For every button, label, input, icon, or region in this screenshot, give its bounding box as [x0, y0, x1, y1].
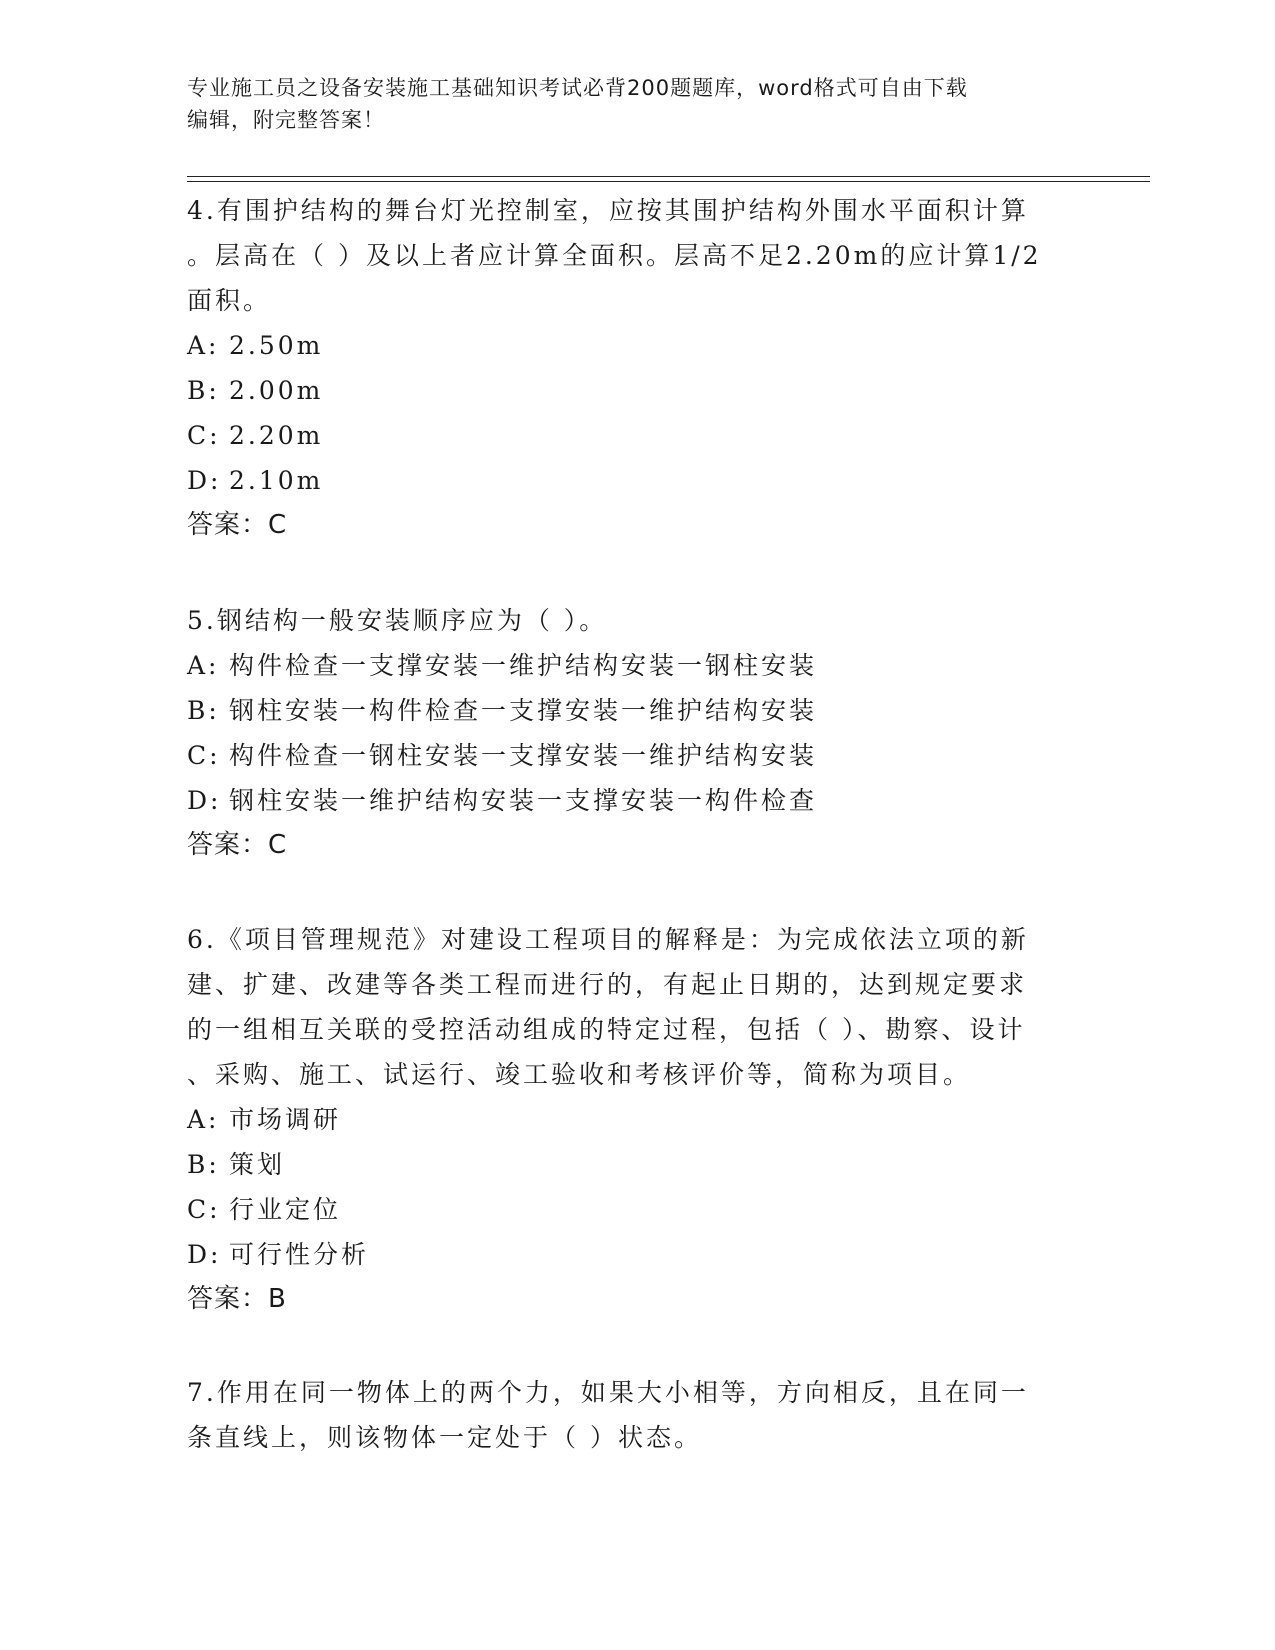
option-d: [187, 778, 1067, 823]
question-number: 4.: [187, 196, 217, 225]
question-text-line: 面积。: [187, 286, 272, 315]
option-text: 2.50m: [229, 331, 324, 360]
question-7-text: [187, 1370, 1067, 1460]
question-text-line: 建、扩建、改建等各类工程而进行的，有起止日期的，达到规定要求: [187, 970, 1028, 999]
question-text-line: 条直线上，则该物体一定处于（ ）状态。: [187, 1423, 702, 1452]
option-label: A:: [187, 1105, 220, 1134]
option-text: 策划: [229, 1150, 286, 1179]
option-text: 钢柱安装一维护结构安装一支撑安装一构件检查: [229, 786, 818, 815]
question-4-text: [187, 188, 1067, 323]
option-label: C:: [187, 421, 221, 450]
header-title-line-2: 编辑，附完整答案！: [187, 108, 385, 132]
header-title-line-1: 专业施工员之设备安装施工基础知识考试必背200题题库，word格式可自由下载: [187, 76, 968, 100]
question-text-line: 5.钢结构一般安装顺序应为（ ）。: [187, 606, 608, 635]
option-b: [187, 688, 1067, 733]
option-text: 钢柱安装一构件检查一支撑安装一维护结构安装: [229, 696, 818, 725]
option-c: [187, 1187, 1067, 1232]
option-text: 市场调研: [229, 1105, 342, 1134]
document-header: [187, 72, 1067, 136]
option-label: C:: [187, 1195, 221, 1224]
option-a: [187, 1097, 1067, 1142]
question-text-line: 6.《项目管理规范》对建设工程项目的解释是：为完成依法立项的新: [187, 925, 1029, 954]
option-label: B:: [187, 696, 220, 725]
question-text-line: 。层高在（ ）及以上者应计算全面积。层高不足2.20m的应计算1/2: [187, 241, 1042, 270]
option-d: [187, 458, 1067, 503]
question-number: 5.: [187, 606, 217, 635]
option-label: D:: [187, 1240, 222, 1269]
question-text-line: 4.有围护结构的舞台灯光控制室，应按其围护结构外围水平面积计算: [187, 196, 1029, 225]
option-label: C:: [187, 741, 221, 770]
question-text-line: 7.作用在同一物体上的两个力，如果大小相等，方向相反，且在同一: [187, 1378, 1029, 1407]
option-text: 2.10m: [229, 466, 324, 495]
answer-line: 答案：C: [187, 510, 288, 540]
header-divider-top: [187, 176, 1150, 177]
option-text: 行业定位: [229, 1195, 342, 1224]
answer-line: 答案：B: [187, 1284, 287, 1314]
option-text: 可行性分析: [229, 1240, 370, 1269]
option-text: 2.00m: [229, 376, 324, 405]
option-label: B:: [187, 376, 220, 405]
option-label: A:: [187, 331, 220, 360]
option-text: 2.20m: [229, 421, 324, 450]
question-7: [187, 1370, 1067, 1460]
option-label: D:: [187, 786, 222, 815]
question-text-line: 的一组相互关联的受控活动组成的特定过程，包括（ ）、勘察、设计: [187, 1015, 1026, 1044]
option-c: [187, 733, 1067, 778]
option-label: D:: [187, 466, 222, 495]
option-b: [187, 368, 1067, 413]
question-5-text: [187, 598, 1067, 643]
header-divider-bottom: [187, 181, 1150, 182]
option-c: [187, 413, 1067, 458]
option-a: [187, 643, 1067, 688]
option-label: A:: [187, 651, 220, 680]
question-number: 7.: [187, 1378, 217, 1407]
question-6-text: [187, 917, 1067, 1097]
option-b: [187, 1142, 1067, 1187]
question-5: [187, 598, 1067, 868]
option-label: B:: [187, 1150, 220, 1179]
answer-line: 答案：C: [187, 830, 288, 860]
option-d: [187, 1232, 1067, 1277]
option-text: 构件检查一钢柱安装一支撑安装一维护结构安装: [229, 741, 818, 770]
question-number: 6.: [187, 925, 217, 954]
question-text-line: 、采购、施工、试运行、竣工验收和考核评价等，简称为项目。: [187, 1060, 972, 1089]
option-a: [187, 323, 1067, 368]
question-4: [187, 188, 1067, 548]
option-text: 构件检查一支撑安装一维护结构安装一钢柱安装: [229, 651, 818, 680]
question-6: [187, 917, 1067, 1322]
